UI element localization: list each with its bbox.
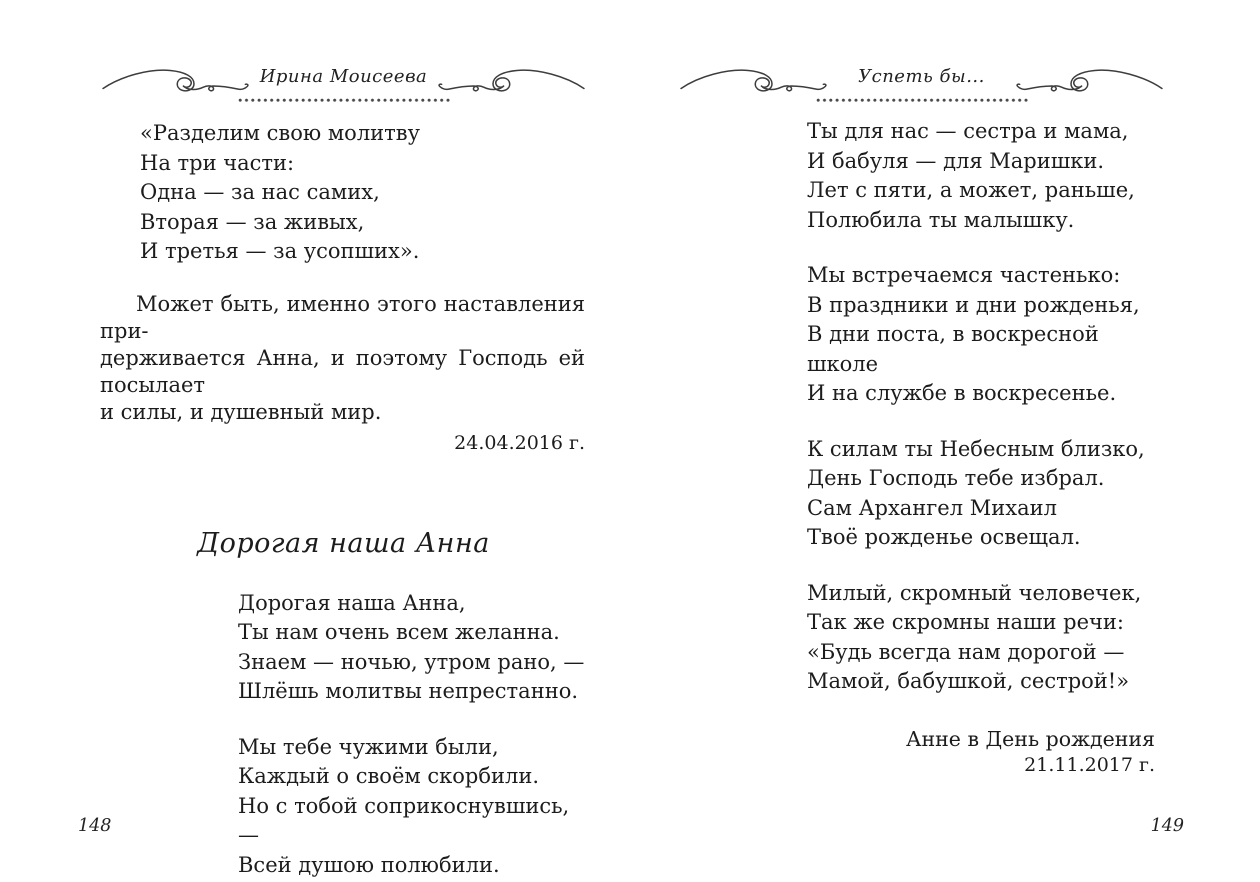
poem-line: День Господь тебе избрал. — [807, 466, 1105, 490]
page-number: 149 — [1150, 816, 1184, 836]
poem-line: В дни поста, в воскресной школе — [807, 322, 1099, 376]
poem-title: Дорогая наша Анна — [197, 527, 490, 559]
date-line: 21.11.2017 г. — [1024, 753, 1155, 776]
quote-line: Вторая — за живых, — [140, 209, 365, 234]
flourish-ornament-right-icon — [1013, 61, 1165, 97]
quote-line: «Разделим свою молитву — [140, 121, 420, 145]
prose-paragraph — [100, 291, 585, 426]
dedication-line: Анне в День рождения — [905, 726, 1155, 751]
flourish-ornament-left-icon — [678, 61, 830, 97]
running-header — [100, 60, 587, 98]
stanza — [807, 261, 1165, 409]
poem-line: Мамой, бабушкой, сестрой!» — [807, 669, 1130, 693]
poem-line: Дорогая наша Анна, — [238, 590, 466, 615]
poem-line: «Будь всегда нам дорогой — — [807, 639, 1125, 664]
poem-line: Знаем — ночью, утром рано, — — [238, 649, 585, 674]
dotted-divider-icon — [238, 98, 450, 103]
prose-line: Может быть, именно этого наставления при- — [100, 291, 585, 343]
running-header-title: Успеть бы... — [858, 65, 985, 87]
quote-line: И третья — за усопших». — [140, 239, 420, 263]
stanza — [807, 117, 1165, 235]
poem-line: Так же скромны наши речи: — [807, 610, 1124, 634]
poem-line: И бабуля — для Маришки. — [807, 148, 1105, 173]
dotted-divider-icon — [816, 98, 1028, 103]
poem-line: Сам Архангел Михаил — [807, 495, 1057, 520]
prose-line: держивается Анна, и поэтому Господь ей посылает — [100, 345, 585, 397]
poem-line: Ты нам очень всем желанна. — [238, 620, 560, 644]
running-header-title: Ирина Моисеева — [259, 65, 428, 87]
flourish-ornament-right-icon — [435, 61, 587, 97]
poem-line: К силам ты Небесным близко, — [807, 436, 1145, 461]
poem-line: Полюбила ты малышку. — [807, 207, 1075, 232]
flourish-ornament-left-icon — [100, 61, 252, 97]
page-left — [100, 60, 587, 880]
stanza — [807, 579, 1165, 697]
prose-line: и силы, и душевный мир. — [100, 399, 382, 424]
poem-line: Лет с пяти, а может, раньше, — [807, 178, 1135, 202]
poem-line: Мы тебе чужими были, — [238, 734, 499, 759]
poem-line: Каждый о своём скорбили. — [238, 764, 540, 788]
poem-line: Мы встречаемся частенько: — [807, 263, 1121, 287]
quote-line: Одна — за нас самих, — [140, 180, 380, 204]
poem-line: Милый, скромный человечек, — [807, 580, 1142, 605]
stanza — [238, 733, 587, 881]
page-number: 148 — [78, 816, 112, 836]
stanza — [807, 435, 1165, 553]
page-right — [678, 60, 1165, 776]
poem-line: Шлёшь молитвы непрестанно. — [238, 679, 579, 703]
poem-line: Всей душою полюбили. — [238, 852, 500, 877]
poem-line: Твоё рожденье освещал. — [807, 525, 1081, 549]
poem-line: Ты для нас — сестра и мама, — [807, 119, 1129, 143]
stanza — [238, 589, 587, 707]
poem-line: И на службе в воскресенье. — [807, 381, 1117, 405]
running-header — [678, 60, 1165, 98]
poem-line: В праздники и дни рожденья, — [807, 292, 1140, 317]
quote-line: На три части: — [140, 150, 295, 175]
poem-line: Но с тобой соприкоснувшись, — — [238, 793, 570, 847]
epigraph-quote — [140, 119, 587, 267]
date-line: 24.04.2016 г. — [454, 431, 585, 454]
